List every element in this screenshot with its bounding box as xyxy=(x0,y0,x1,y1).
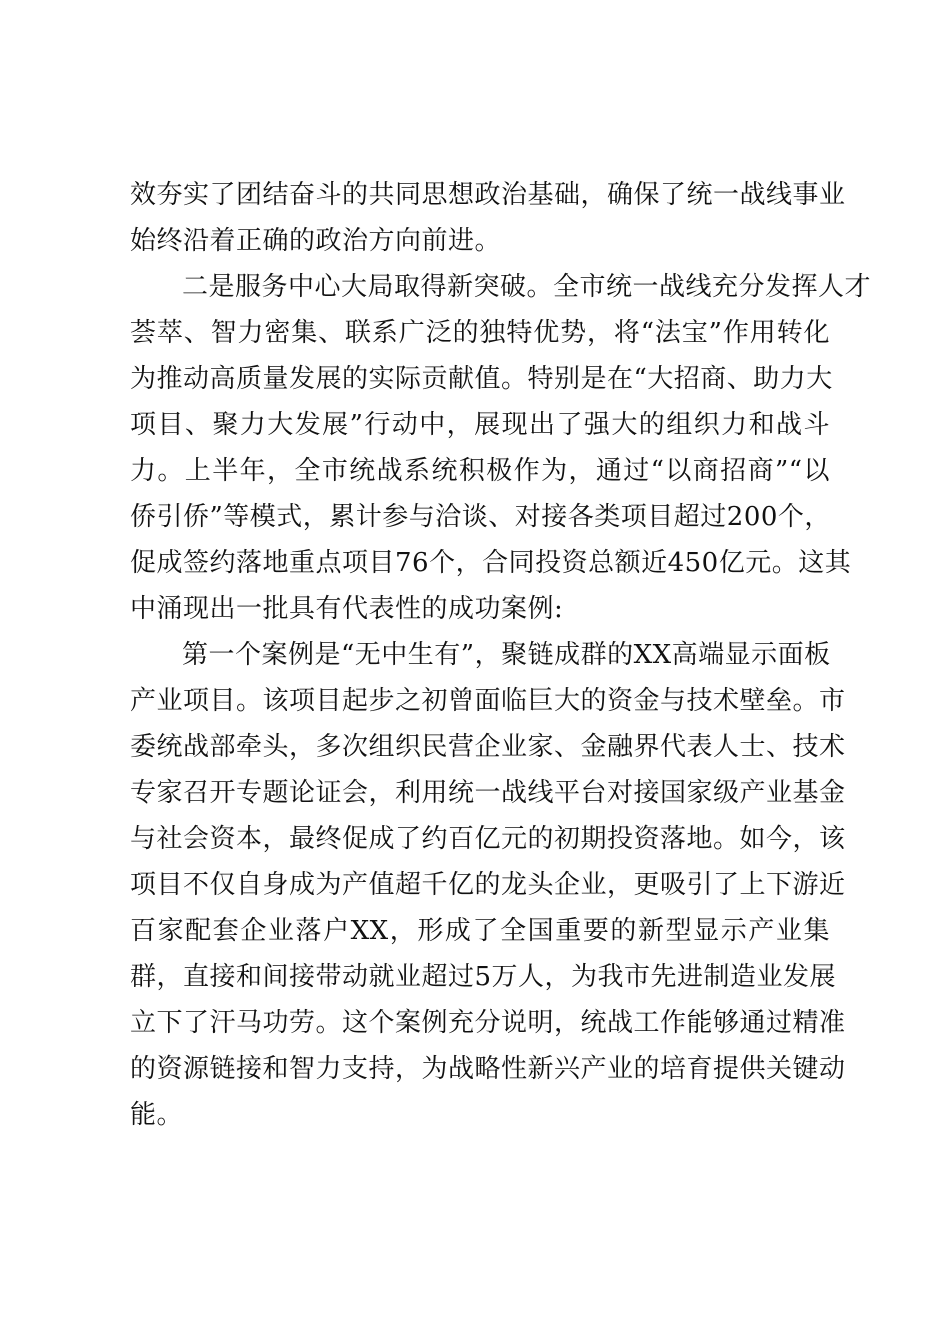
text-line: 与社会资本，最终促成了约百亿元的初期投资落地。如今，该 xyxy=(130,824,846,854)
text-line: 项目不仅自身成为产值超千亿的龙头企业，更吸引了上下游近 xyxy=(130,870,846,900)
paragraph-1 xyxy=(130,172,846,264)
text-line: 专家召开专题论证会，利用统一战线平台对接国家级产业基金 xyxy=(130,778,846,808)
text-line: 群，直接和间接带动就业超过5万人，为我市先进制造业发展 xyxy=(130,962,837,992)
text-line: 委统战部牵头，多次组织民营企业家、金融界代表人士、技术 xyxy=(130,732,846,762)
text-line: 能。 xyxy=(130,1100,184,1130)
text-line: 效夯实了团结奋斗的共同思想政治基础，确保了统一战线事业 xyxy=(130,180,846,210)
text-line: 项目、聚力大发展”行动中，展现出了强大的组织力和战斗 xyxy=(130,410,830,440)
text-line: 百家配套企业落户XX，形成了全国重要的新型显示产业集 xyxy=(130,916,830,946)
text-line: 力。上半年，全市统战系统积极作为，通过“以商招商”“以 xyxy=(130,456,830,486)
text-line: 促成签约落地重点项目76个，合同投资总额近450亿元。这其 xyxy=(130,548,852,578)
text-line: 二是服务中心大局取得新突破。全市统一战线充分发挥人才 xyxy=(182,272,872,302)
text-line: 为推动高质量发展的实际贡献值。特别是在“大招商、助力大 xyxy=(130,364,833,394)
text-line: 侨引侨”等模式，累计参与洽谈、对接各类项目超过200个， xyxy=(130,502,831,532)
paragraph-3 xyxy=(130,632,846,1138)
document-body xyxy=(130,172,872,1138)
text-line: 中涌现出一批具有代表性的成功案例: xyxy=(130,594,564,624)
text-line: 的资源链接和智力支持，为战略性新兴产业的培育提供关键动 xyxy=(130,1054,846,1084)
text-line: 荟萃、智力密集、联系广泛的独特优势，将“法宝”作用转化 xyxy=(130,318,830,348)
text-line: 第一个案例是“无中生有”，聚链成群的XX高端显示面板 xyxy=(182,640,831,670)
text-line: 立下了汗马功劳。这个案例充分说明，统战工作能够通过精准 xyxy=(130,1008,846,1038)
text-line: 产业项目。该项目起步之初曾面临巨大的资金与技术壁垒。市 xyxy=(130,686,846,716)
text-line: 始终沿着正确的政治方向前进。 xyxy=(130,226,502,256)
paragraph-2 xyxy=(130,264,872,632)
